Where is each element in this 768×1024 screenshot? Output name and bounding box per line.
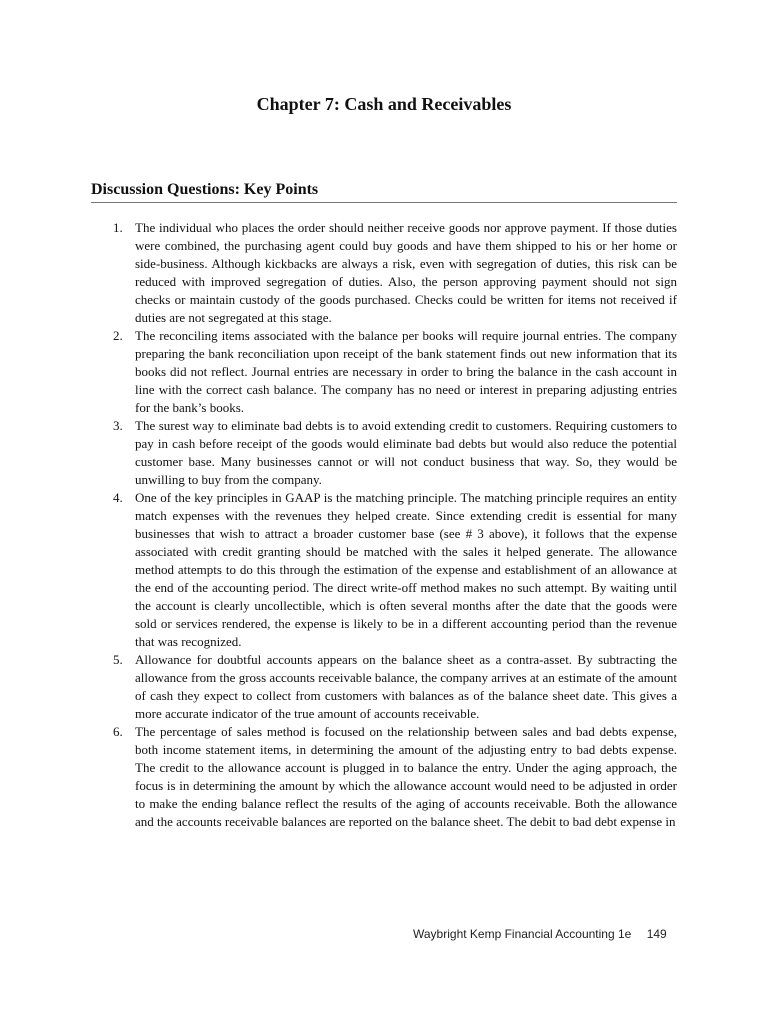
- question-text: The percentage of sales method is focused on the relationship between sales and bad debts expense, both income statement items, in determining the amount of the adjusting entry to bad debts expense. The credit to the allowance account is plugged in to balance the entry. Under the aging approach, the focus is in determining the amount by which the allowance account would need to be adjusted in order to make the ending balance reflect the results of the aging of accounts receivable. Both the allowance and the accounts receivable balances are reported on the balance sheet. The debit to bad debt expense in: [135, 724, 677, 829]
- discussion-questions-list: [0, 219, 768, 831]
- question-item: [113, 219, 677, 327]
- question-item: [113, 723, 677, 831]
- question-number: 4.: [113, 490, 123, 505]
- question-number: 3.: [113, 418, 123, 433]
- question-item: [113, 417, 677, 489]
- question-text: One of the key principles in GAAP is the matching principle. The matching principle requires an entity match expenses with the revenues they helped create. Since extending credit is essential for many businesses that wish to attract a broader customer base (see # 3 above), it follows that the expense associated with credit granting should be matched with the sales it helped generate. The allowance method attempts to do this through the estimation of the expense and establishment of an allowance at the end of the accounting period. The direct write-off method makes no such attempt. By waiting until the account is clearly uncollectible, which is often several months after the date that the goods were sold or services rendered, the expense is likely to be in a different accounting period than the revenue that was recognized.: [135, 490, 677, 649]
- question-number: 6.: [113, 724, 123, 739]
- question-text: The surest way to eliminate bad debts is to avoid extending credit to customers. Requiring customers to pay in cash before receipt of the goods would eliminate bad debts but would also reduce the potential customer base. Many businesses cannot or will not conduct business that way. So, they would be unwilling to buy from the company.: [135, 418, 677, 487]
- question-number: 5.: [113, 652, 123, 667]
- page-number: 149: [646, 927, 667, 941]
- footer-book-title: Waybright Kemp Financial Accounting 1e: [413, 927, 632, 941]
- chapter-title: Chapter 7: Cash and Receivables: [256, 94, 512, 114]
- question-text: The reconciling items associated with the balance per books will require journal entries. The company preparing the bank reconciliation upon receipt of the bank statement finds out new information that its books did not reflect. Journal entries are necessary in order to bring the balance in the cash account in line with the correct cash balance. The company has no need or interest in preparing adjusting entries for the bank’s books.: [135, 328, 677, 415]
- question-item: [113, 327, 677, 417]
- question-item: [113, 651, 677, 723]
- question-number: 1.: [113, 220, 123, 235]
- question-text: The individual who places the order should neither receive goods nor approve payment. If those duties were combined, the purchasing agent could buy goods and have them shipped to his or her home or side-business. Although kickbacks are always a risk, even with segregation of duties, this risk can be reduced with improved segregation of duties. Also, the person approving payment should not sign checks or maintain custody of the goods purchased. Checks could be written for items not received if duties are not segregated at this stage.: [135, 220, 677, 325]
- section-heading: Discussion Questions: Key Points: [91, 181, 677, 203]
- question-text: Allowance for doubtful accounts appears on the balance sheet as a contra-asset. By subtracting the allowance from the gross accounts receivable balance, the company arrives at an estimate of the amount of cash they expect to collect from customers with balances as of the balance sheet date. This gives a more accurate indicator of the true amount of accounts receivable.: [135, 652, 677, 721]
- question-item: [113, 489, 677, 651]
- question-number: 2.: [113, 328, 123, 343]
- page-footer: [413, 927, 667, 941]
